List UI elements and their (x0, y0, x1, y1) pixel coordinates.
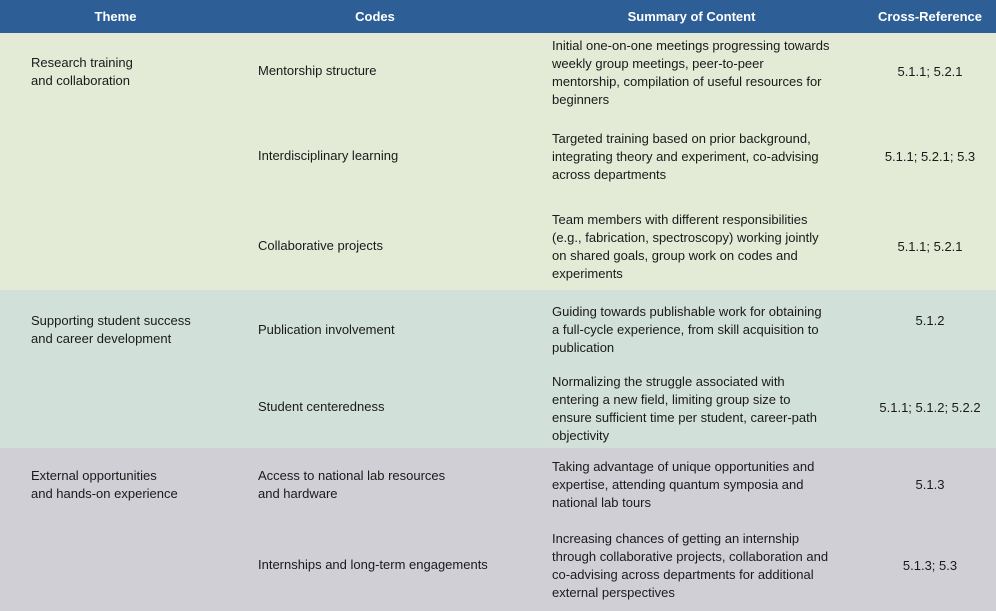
summary-text: Team members with different responsibilities (e.g., fabrication, spectroscopy) working jointly on shared goals, group work on codes and experiments (552, 212, 819, 281)
header-cross-reference: Cross-Reference (877, 9, 983, 24)
summary-text: Initial one-on-one meetings progressing towards weekly group meetings, peer-to-peer mentorship, compilation of useful resources for beginners (552, 38, 830, 107)
header-codes: Codes (355, 9, 395, 24)
header-summary: Summary of Content (627, 9, 756, 24)
cross-reference: 5.1.3; 5.3 (902, 558, 958, 573)
cross-reference: 5.1.1; 5.1.2; 5.2.2 (879, 400, 981, 415)
theme-label: Supporting student success and career development (31, 313, 191, 346)
header-theme: Theme (94, 9, 137, 24)
code-label: Internships and long-term engagements (258, 557, 488, 572)
code-label: Interdisciplinary learning (258, 148, 399, 163)
table-header (0, 0, 996, 33)
summary-text: Normalizing the struggle associated with entering a new field, limiting group size to ensure sufficient time per student, career-path objectivity (552, 374, 817, 443)
summary-text: Targeted training based on prior background, integrating theory and experiment, co-advising across departments (552, 131, 819, 182)
code-label: Mentorship structure (258, 63, 377, 78)
summary-text: Guiding towards publishable work for obtaining a full-cycle experience, from skill acquisition to publication (552, 304, 822, 355)
code-label: Access to national lab resources and hardware (258, 468, 446, 501)
theme-label: Research training and collaboration (31, 55, 133, 88)
code-label: Student centeredness (258, 399, 385, 414)
code-label: Collaborative projects (258, 238, 384, 253)
summary-text: Taking advantage of unique opportunities and expertise, attending quantum symposia and national lab tours (552, 459, 815, 510)
cross-reference: 5.1.1; 5.2.1 (897, 239, 963, 254)
cross-reference: 5.1.1; 5.2.1 (897, 64, 963, 79)
cross-reference: 5.1.1; 5.2.1; 5.3 (884, 149, 976, 164)
cross-reference: 5.1.3 (915, 477, 945, 492)
code-label: Publication involvement (258, 322, 395, 337)
theme-label: External opportunities and hands-on experience (31, 468, 178, 501)
cross-reference: 5.1.2 (915, 313, 945, 328)
summary-text: Increasing chances of getting an internship through collaborative projects, collaboration and co-advising across departments for additional external perspectives (552, 531, 829, 600)
